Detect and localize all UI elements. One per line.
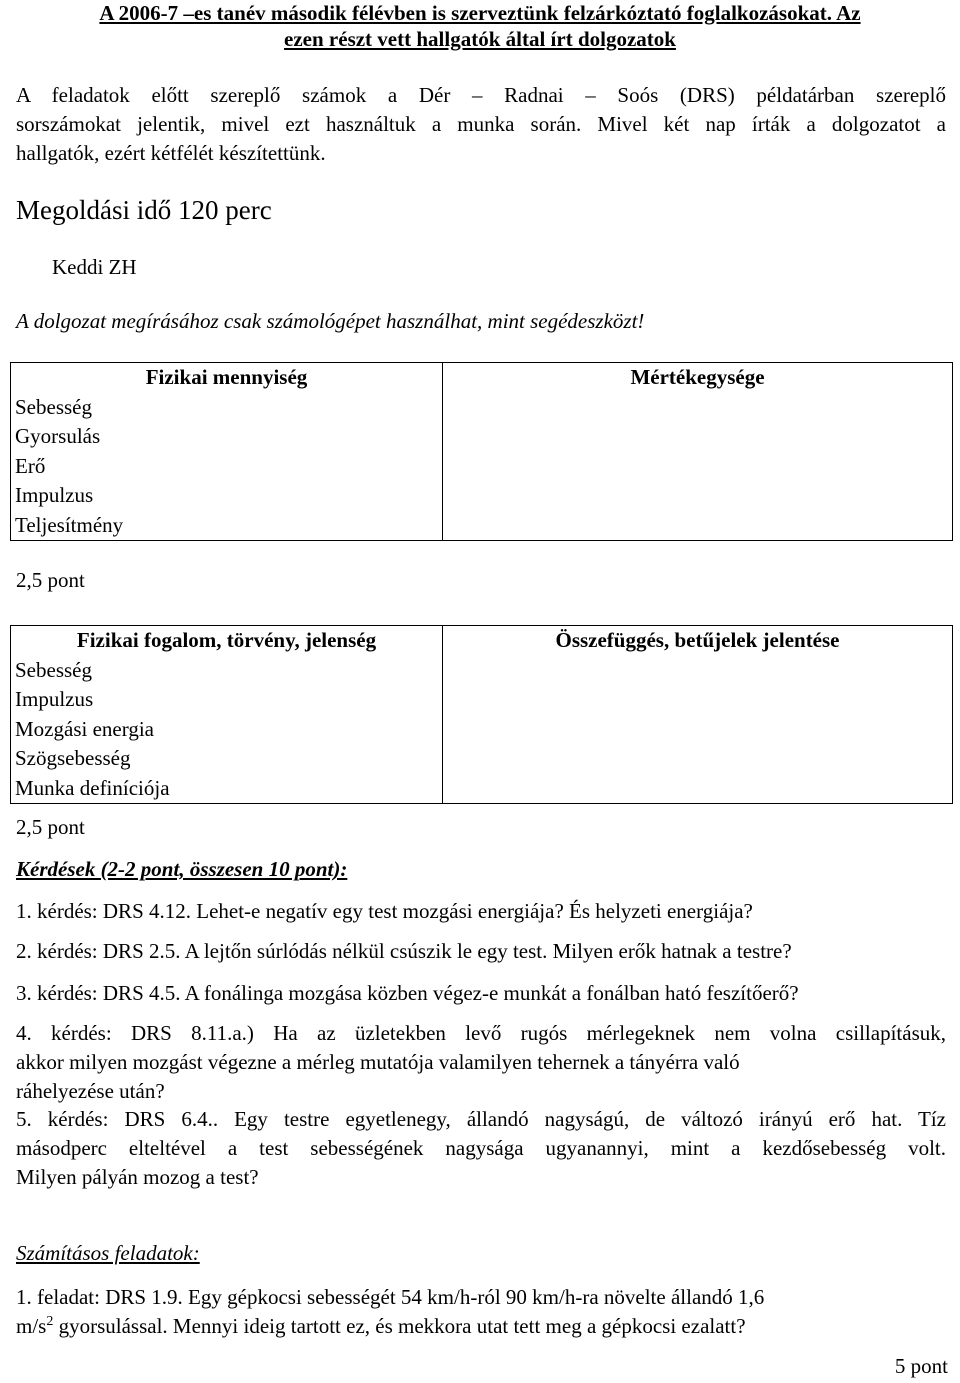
question-5-line-2: másodperc elteltével a test sebességének nagysága ugyanannyi, mint a kezdősebesség volt. xyxy=(16,1136,946,1160)
concept-row: Sebesség xyxy=(15,657,92,682)
unit-header: Mértékegysége xyxy=(630,365,765,389)
quantities-table xyxy=(10,362,953,541)
question-4-line-3: ráhelyezése után? xyxy=(16,1079,165,1103)
relation-column xyxy=(443,626,953,804)
questions-heading: Kérdések (2-2 pont, összesen 10 pont): xyxy=(16,857,348,881)
quantity-column xyxy=(11,363,443,541)
task-1 xyxy=(16,1283,946,1341)
question-4-line-1: 4. kérdés: DRS 8.11.a.) Ha az üzletekben levő rugós mérlegeknek nem volna csillapításuk, xyxy=(16,1021,946,1045)
calc-heading: Számításos feladatok: xyxy=(16,1241,200,1265)
quantity-row: Gyorsulás xyxy=(15,424,101,448)
concept-row: Munka definíciója xyxy=(15,775,170,800)
question-3: 3. kérdés: DRS 4.5. A fonálinga mozgása közben végez-e munkát a fonálban ható feszítőerő? xyxy=(16,981,799,1005)
intro-line-1: A feladatok előtt szereplő számok a Dér – Radnai – Soós (DRS) példatárban szereplő xyxy=(16,83,946,107)
concepts-table xyxy=(10,625,953,804)
question-2: 2. kérdés: DRS 2.5. A lejtőn súrlódás nélkül csúszik le egy test. Milyen erők hatnak a testre? xyxy=(16,939,792,963)
concept-row: Mozgási energia xyxy=(15,716,154,741)
relation-header: Összefüggés, betűjelek jelentése xyxy=(555,628,840,652)
task-1-line-2 xyxy=(16,1312,946,1341)
question-4-line-2: akkor milyen mozgást végezne a mérleg mutatója valamilyen tehernek a tányérra való xyxy=(16,1050,740,1074)
task-1-points: 5 pont xyxy=(894,1354,948,1378)
quantity-list xyxy=(15,393,438,541)
question-4 xyxy=(16,1019,946,1106)
question-1: 1. kérdés: DRS 4.12. Lehet-e negatív egy test mozgási energiája? És helyzeti energiája? xyxy=(16,899,753,923)
exam-day-label: Keddi ZH xyxy=(52,255,137,279)
points-label-1: 2,5 pont xyxy=(16,568,85,592)
question-5-line-1: 5. kérdés: DRS 6.4.. Egy testre egyetlenegy, állandó nagyságú, de változó irányú erő hat. Tíz xyxy=(16,1107,946,1131)
unit-text: m/s xyxy=(16,1314,47,1338)
unit-column xyxy=(443,363,953,541)
intro-paragraph xyxy=(16,81,946,168)
quantity-row: Sebesség xyxy=(15,394,92,419)
unit-exponent: 2 xyxy=(46,1314,54,1329)
quantity-row: Impulzus xyxy=(15,483,94,507)
instruction-text: A dolgozat megírásához csak számológépet használhat, mint segédeszközt! xyxy=(16,309,645,333)
question-5 xyxy=(16,1105,946,1192)
concept-header: Fizikai fogalom, törvény, jelenség xyxy=(76,628,377,652)
quantity-row: Erő xyxy=(15,453,46,478)
concept-row: Szögsebesség xyxy=(15,746,131,770)
quantity-header: Fizikai mennyiség xyxy=(145,365,308,389)
title-line-2: ezen részt vett hallgatók által írt dolgozatok xyxy=(284,27,676,51)
intro-line-3: hallgatók, ezért kétfélét készítettünk. xyxy=(16,141,326,165)
concept-list xyxy=(15,656,438,804)
title-line-1: A 2006-7 –es tanév második félévben is szerveztünk felzárkóztató foglalkozásokat. Az xyxy=(99,1,861,25)
concept-column xyxy=(11,626,443,804)
task-1-line-1: 1. feladat: DRS 1.9. Egy gépkocsi sebességét 54 km/h-ról 90 km/h-ra növelte állandó 1,6 xyxy=(16,1285,765,1309)
question-5-line-3: Milyen pályán mozog a test? xyxy=(16,1165,259,1189)
time-heading: Megoldási idő 120 perc xyxy=(16,195,272,225)
quantity-row: Teljesítmény xyxy=(15,512,124,537)
concept-row: Impulzus xyxy=(15,687,94,711)
task-1-line-2-rest: gyorsulással. Mennyi ideig tartott ez, és mekkora utat tett meg a gépkocsi ezalatt? xyxy=(53,1314,746,1338)
points-label-2: 2,5 pont xyxy=(16,815,85,839)
document-title xyxy=(18,0,942,52)
intro-line-2: sorszámokat jelentik, mivel ezt használtuk a munka során. Mivel két nap írták a dolgozatot a xyxy=(16,112,946,136)
